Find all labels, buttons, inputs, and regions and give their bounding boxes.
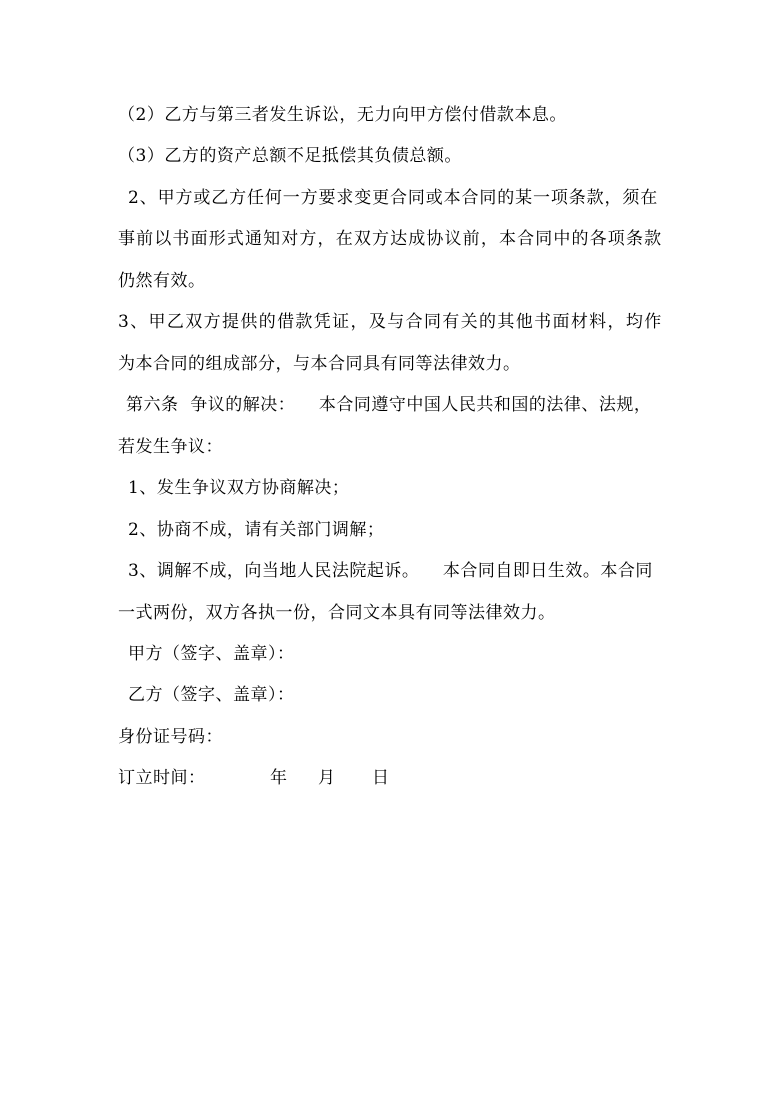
dispute-item-3: 3、调解不成，向当地人民法院起诉。 本合同自即日生效。本合同: [128, 561, 653, 581]
clause-line-1: （2）乙方与第三者发生诉讼，无力向甲方偿付借款本息。: [118, 105, 567, 125]
party-b-signature: 乙方（签字、盖章）：: [128, 685, 295, 705]
signing-date-label: 订立时间：: [118, 768, 206, 788]
party-a-signature: 甲方（签字、盖章）：: [128, 644, 295, 664]
signing-date-row: [118, 767, 418, 789]
signing-date-year: 年: [270, 768, 288, 788]
clause-line-9: 若发生争议：: [118, 437, 223, 457]
id-number-label: 身份证号码：: [118, 727, 223, 747]
signing-date-month: 月: [318, 768, 336, 788]
clause-line-4: 事 前 以 书 面 形 式 通 知 对 方 ， 在 双 方 达 成 协 议 前 ， 本 合 同 中 的 各 项 条 款: [118, 229, 662, 249]
clause-line-6: 3 、 甲 乙 双 方 提 供 的 借 款 凭 证 ， 及 与 合 同 有 关 的 其 他 书 面 材 料 ， 均 作: [118, 312, 662, 332]
signing-date-day: 日: [372, 768, 390, 788]
article-six-heading: 第六条 争议的解决： 本合同遵守中国人民共和国的法律、法规，: [126, 395, 652, 415]
clause-line-2: （3）乙方的资产总额不足抵偿其负债总额。: [118, 146, 462, 166]
clause-line-13: 一式两份，双方各执一份，合同文本具有同等法律效力。: [118, 603, 556, 623]
dispute-item-2: 2、协商不成，请有关部门调解；: [128, 520, 385, 540]
clause-line-7: 为本合同的组成部分，与本合同具有同等法律效力。: [118, 354, 521, 374]
dispute-item-1: 1、发生争议双方协商解决；: [128, 478, 350, 498]
clause-line-5: 仍然有效。: [118, 271, 206, 291]
clause-line-3: 2 、 甲 方 或 乙 方 任 何 一 方 要 求 变 更 合 同 或 本 合 同 的 某 一 项 条 款 ， 须 在: [128, 188, 658, 208]
